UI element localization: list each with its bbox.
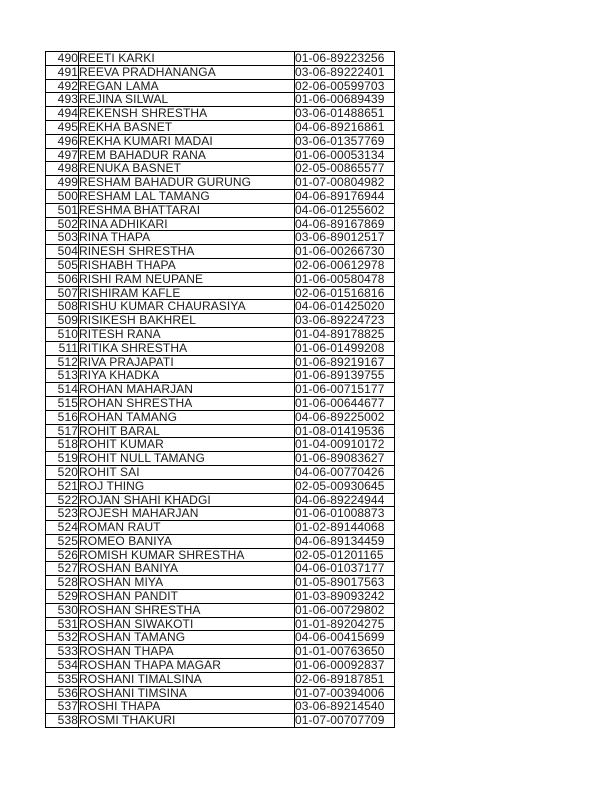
cell-name: RISHIRAM KAFLE <box>79 286 295 300</box>
cell-name: REM BAHADUR RANA <box>79 148 295 162</box>
cell-name: ROSMI THAKURI <box>79 714 295 728</box>
table-row <box>46 52 395 66</box>
cell-serial: 501 <box>46 203 79 217</box>
cell-name: REETI KARKI <box>79 52 295 66</box>
table-row <box>46 603 395 617</box>
table-row <box>46 645 395 659</box>
cell-name: ROHAN SHRESTHA <box>79 396 295 410</box>
cell-serial: 532 <box>46 631 79 645</box>
cell-id: 03-06-89224723 <box>295 314 395 328</box>
cell-id: 01-06-00729802 <box>295 603 395 617</box>
table-row <box>46 562 395 576</box>
table-row <box>46 369 395 383</box>
cell-name: RINA THAPA <box>79 231 295 245</box>
cell-serial: 538 <box>46 714 79 728</box>
table-row <box>46 493 395 507</box>
cell-serial: 491 <box>46 65 79 79</box>
table-row <box>46 410 395 424</box>
cell-id: 01-06-00580478 <box>295 272 395 286</box>
table-row <box>46 383 395 397</box>
cell-id: 04-06-01255602 <box>295 203 395 217</box>
table-row <box>46 576 395 590</box>
cell-id: 03-06-89214540 <box>295 700 395 714</box>
cell-id: 01-08-01419536 <box>295 424 395 438</box>
cell-name: ROHIT NULL TAMANG <box>79 452 295 466</box>
cell-id: 03-06-89012517 <box>295 231 395 245</box>
cell-name: RINA ADHIKARI <box>79 217 295 231</box>
table-row <box>46 120 395 134</box>
cell-serial: 535 <box>46 672 79 686</box>
cell-name: RESHMA BHATTARAI <box>79 203 295 217</box>
cell-serial: 509 <box>46 314 79 328</box>
cell-serial: 516 <box>46 410 79 424</box>
cell-name: ROJESH MAHARJAN <box>79 507 295 521</box>
cell-name: ROSHAN THAPA <box>79 645 295 659</box>
table-row <box>46 452 395 466</box>
cell-serial: 499 <box>46 176 79 190</box>
cell-serial: 524 <box>46 521 79 535</box>
cell-id: 04-06-89167869 <box>295 217 395 231</box>
cell-serial: 525 <box>46 534 79 548</box>
cell-serial: 518 <box>46 438 79 452</box>
table-row <box>46 590 395 604</box>
table-row <box>46 507 395 521</box>
table-row <box>46 300 395 314</box>
cell-id: 01-07-00707709 <box>295 714 395 728</box>
table-row <box>46 203 395 217</box>
table-row <box>46 548 395 562</box>
cell-id: 01-06-89223256 <box>295 52 395 66</box>
roster-table <box>45 51 395 728</box>
cell-serial: 523 <box>46 507 79 521</box>
table-row <box>46 396 395 410</box>
cell-name: RIVA PRAJAPATI <box>79 355 295 369</box>
cell-id: 02-06-00612978 <box>295 258 395 272</box>
cell-id: 01-06-00053134 <box>295 148 395 162</box>
cell-serial: 512 <box>46 355 79 369</box>
cell-id: 04-06-00770426 <box>295 465 395 479</box>
table-row <box>46 534 395 548</box>
cell-id: 04-06-01037177 <box>295 562 395 576</box>
table-row <box>46 148 395 162</box>
cell-serial: 507 <box>46 286 79 300</box>
table-row <box>46 341 395 355</box>
cell-name: REEVA PRADHANANGA <box>79 65 295 79</box>
cell-name: REGAN LAMA <box>79 79 295 93</box>
cell-name: ROSHAN SIWAKOTI <box>79 617 295 631</box>
cell-id: 04-06-89225002 <box>295 410 395 424</box>
cell-serial: 515 <box>46 396 79 410</box>
cell-id: 03-06-89222401 <box>295 65 395 79</box>
cell-name: RISHU KUMAR CHAURASIYA <box>79 300 295 314</box>
cell-id: 01-06-00715177 <box>295 383 395 397</box>
cell-serial: 536 <box>46 686 79 700</box>
cell-name: RITIKA SHRESTHA <box>79 341 295 355</box>
cell-serial: 517 <box>46 424 79 438</box>
cell-id: 03-06-01488651 <box>295 107 395 121</box>
roster-table-body <box>46 52 395 728</box>
cell-serial: 505 <box>46 258 79 272</box>
table-row <box>46 245 395 259</box>
cell-id: 01-06-89083627 <box>295 452 395 466</box>
cell-name: ROHIT BARAL <box>79 424 295 438</box>
cell-serial: 537 <box>46 700 79 714</box>
table-row <box>46 617 395 631</box>
cell-serial: 533 <box>46 645 79 659</box>
cell-serial: 493 <box>46 93 79 107</box>
cell-name: ROSHANI TIMALSINA <box>79 672 295 686</box>
cell-id: 04-06-89216861 <box>295 120 395 134</box>
cell-id: 04-06-89176944 <box>295 189 395 203</box>
cell-name: RESHAM BAHADUR GURUNG <box>79 176 295 190</box>
cell-serial: 490 <box>46 52 79 66</box>
cell-name: ROSHAN THAPA MAGAR <box>79 659 295 673</box>
cell-serial: 511 <box>46 341 79 355</box>
cell-serial: 495 <box>46 120 79 134</box>
cell-serial: 497 <box>46 148 79 162</box>
table-row <box>46 258 395 272</box>
cell-id: 01-06-01008873 <box>295 507 395 521</box>
cell-id: 02-06-89187851 <box>295 672 395 686</box>
cell-serial: 534 <box>46 659 79 673</box>
table-row <box>46 355 395 369</box>
cell-id: 01-06-89139755 <box>295 369 395 383</box>
cell-id: 01-07-00804982 <box>295 176 395 190</box>
cell-name: RESHAM LAL TAMANG <box>79 189 295 203</box>
cell-id: 01-04-89178825 <box>295 327 395 341</box>
cell-id: 01-06-00092837 <box>295 659 395 673</box>
cell-serial: 492 <box>46 79 79 93</box>
table-row <box>46 79 395 93</box>
cell-name: ROHAN TAMANG <box>79 410 295 424</box>
cell-serial: 494 <box>46 107 79 121</box>
table-row <box>46 176 395 190</box>
cell-name: RITESH RANA <box>79 327 295 341</box>
table-row <box>46 327 395 341</box>
table-row <box>46 134 395 148</box>
cell-serial: 502 <box>46 217 79 231</box>
cell-id: 03-06-01357769 <box>295 134 395 148</box>
cell-id: 02-06-00599703 <box>295 79 395 93</box>
cell-name: ROMISH KUMAR SHRESTHA <box>79 548 295 562</box>
cell-name: ROJAN SHAHI KHADGI <box>79 493 295 507</box>
table-row <box>46 700 395 714</box>
table-row <box>46 107 395 121</box>
cell-id: 02-06-01516816 <box>295 286 395 300</box>
cell-serial: 506 <box>46 272 79 286</box>
cell-serial: 498 <box>46 162 79 176</box>
table-row <box>46 659 395 673</box>
cell-name: ROSHAN TAMANG <box>79 631 295 645</box>
table-row <box>46 231 395 245</box>
cell-serial: 503 <box>46 231 79 245</box>
cell-serial: 530 <box>46 603 79 617</box>
cell-serial: 519 <box>46 452 79 466</box>
cell-id: 01-06-89219167 <box>295 355 395 369</box>
cell-id: 02-05-00930645 <box>295 479 395 493</box>
table-row <box>46 286 395 300</box>
cell-id: 01-06-00644677 <box>295 396 395 410</box>
cell-name: REKENSH SHRESTHA <box>79 107 295 121</box>
cell-name: RISIKESH BAKHREL <box>79 314 295 328</box>
cell-name: RISHABH THAPA <box>79 258 295 272</box>
table-row <box>46 189 395 203</box>
cell-id: 01-04-00910172 <box>295 438 395 452</box>
cell-name: REJINA SILWAL <box>79 93 295 107</box>
cell-id: 02-05-00865577 <box>295 162 395 176</box>
cell-name: RINESH SHRESTHA <box>79 245 295 259</box>
cell-name: ROSHANI TIMSINA <box>79 686 295 700</box>
table-row <box>46 479 395 493</box>
table-row <box>46 272 395 286</box>
cell-name: ROSHI THAPA <box>79 700 295 714</box>
cell-id: 01-01-00763650 <box>295 645 395 659</box>
cell-name: ROSHAN BANIYA <box>79 562 295 576</box>
cell-name: ROHIT KUMAR <box>79 438 295 452</box>
cell-serial: 531 <box>46 617 79 631</box>
cell-id: 01-07-00394006 <box>295 686 395 700</box>
table-row <box>46 162 395 176</box>
table-row <box>46 521 395 535</box>
table-row <box>46 93 395 107</box>
table-row <box>46 65 395 79</box>
cell-id: 04-06-89224944 <box>295 493 395 507</box>
cell-id: 01-02-89144068 <box>295 521 395 535</box>
cell-serial: 529 <box>46 590 79 604</box>
table-row <box>46 424 395 438</box>
table-row <box>46 631 395 645</box>
cell-id: 04-06-00415699 <box>295 631 395 645</box>
cell-id: 04-06-89134459 <box>295 534 395 548</box>
cell-serial: 520 <box>46 465 79 479</box>
cell-name: ROMAN RAUT <box>79 521 295 535</box>
cell-name: ROHAN MAHARJAN <box>79 383 295 397</box>
cell-serial: 521 <box>46 479 79 493</box>
cell-id: 02-05-01201165 <box>295 548 395 562</box>
cell-name: ROHIT SAI <box>79 465 295 479</box>
table-row <box>46 438 395 452</box>
cell-id: 01-01-89204275 <box>295 617 395 631</box>
cell-id: 04-06-01425020 <box>295 300 395 314</box>
cell-name: ROSHAN MIYA <box>79 576 295 590</box>
cell-serial: 514 <box>46 383 79 397</box>
cell-name: ROSHAN SHRESTHA <box>79 603 295 617</box>
cell-id: 01-06-01499208 <box>295 341 395 355</box>
table-row <box>46 714 395 728</box>
cell-name: REKHA BASNET <box>79 120 295 134</box>
cell-name: ROSHAN PANDIT <box>79 590 295 604</box>
table-row <box>46 217 395 231</box>
cell-name: RENUKA BASNET <box>79 162 295 176</box>
cell-id: 01-06-00689439 <box>295 93 395 107</box>
cell-serial: 527 <box>46 562 79 576</box>
cell-id: 01-06-00266730 <box>295 245 395 259</box>
cell-name: ROJ THING <box>79 479 295 493</box>
cell-name: RIYA KHADKA <box>79 369 295 383</box>
cell-serial: 504 <box>46 245 79 259</box>
cell-serial: 496 <box>46 134 79 148</box>
table-row <box>46 314 395 328</box>
cell-id: 01-03-89093242 <box>295 590 395 604</box>
cell-serial: 528 <box>46 576 79 590</box>
table-row <box>46 465 395 479</box>
cell-id: 01-05-89017563 <box>295 576 395 590</box>
cell-serial: 513 <box>46 369 79 383</box>
cell-serial: 510 <box>46 327 79 341</box>
cell-serial: 508 <box>46 300 79 314</box>
cell-serial: 526 <box>46 548 79 562</box>
cell-name: ROMEO BANIYA <box>79 534 295 548</box>
table-row <box>46 672 395 686</box>
table-row <box>46 686 395 700</box>
cell-serial: 500 <box>46 189 79 203</box>
cell-name: REKHA KUMARI MADAI <box>79 134 295 148</box>
cell-serial: 522 <box>46 493 79 507</box>
cell-name: RISHI RAM NEUPANE <box>79 272 295 286</box>
